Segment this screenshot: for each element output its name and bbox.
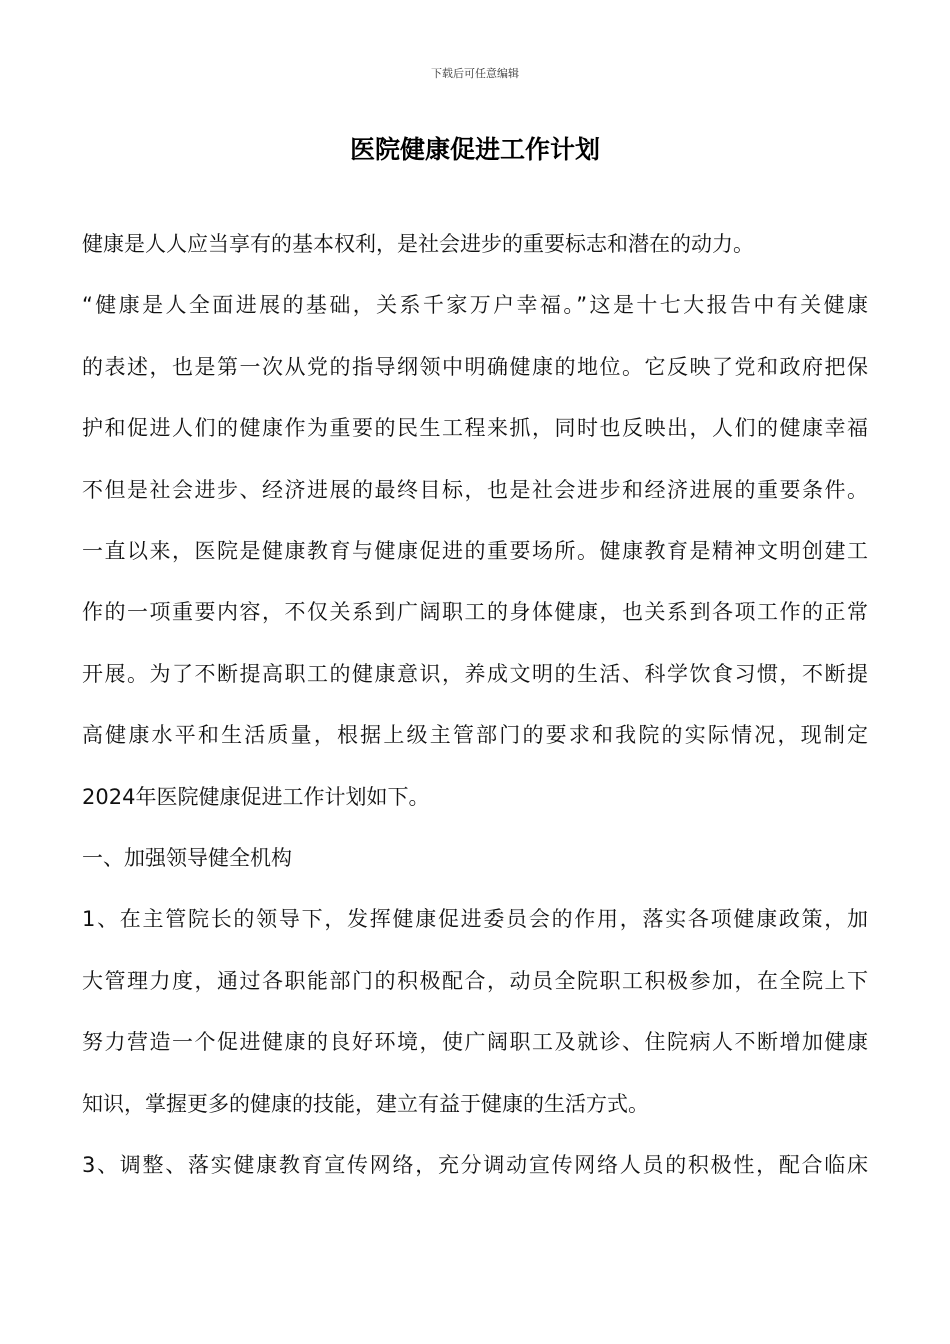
body-line: 1、在主管院长的领导下，发挥健康促进委员会的作用，落实各项健康政策，加	[82, 907, 868, 932]
body-line: 不但是社会进步、经济进展的最终目标，也是社会进步和经济进展的重要条件。	[82, 477, 868, 502]
document-body	[82, 214, 868, 1197]
body-line: 努力营造一个促进健康的良好环境，使广阔职工及就诊、住院病人不断增加健康	[82, 1030, 868, 1055]
document-title: 医院健康促进工作计划	[349, 135, 600, 164]
body-line: 健康是人人应当享有的基本权利，是社会进步的重要标志和潜在的动力。	[82, 232, 754, 256]
body-line: 开展。为了不断提高职工的健康意识，养成文明的生活、科学饮食习惯，不断提	[82, 661, 868, 686]
body-line: 高健康水平和生活质量，根据上级主管部门的要求和我院的实际情况，现制定	[82, 723, 868, 748]
body-line: 3、调整、落实健康教育宣传网络，充分调动宣传网络人员的积极性，配合临床	[82, 1153, 868, 1178]
header-note: 下载后可任意编辑	[431, 67, 519, 80]
body-line: 一直以来，医院是健康教育与健康促进的重要场所。健康教育是精神文明创建工	[82, 539, 868, 564]
body-line: 知识，掌握更多的健康的技能，建立有益于健康的生活方式。	[82, 1091, 649, 1116]
body-line: 护和促进人们的健康作为重要的民生工程来抓，同时也反映出，人们的健康幸福	[82, 416, 868, 441]
body-line: “健康是人全面进展的基础，关系千家万户幸福。”这是十七大报告中有关健康	[82, 293, 868, 318]
body-line: 作的一项重要内容，不仅关系到广阔职工的身体健康，也关系到各项工作的正常	[82, 600, 868, 625]
body-line: 大管理力度，通过各职能部门的积极配合，动员全院职工积极参加，在全院上下	[82, 968, 868, 993]
body-line: 的表述，也是第一次从党的指导纲领中明确健康的地位。它反映了党和政府把保	[82, 354, 868, 379]
body-line: 2024年医院健康促进工作计划如下。	[82, 784, 430, 809]
section-heading: 一、加强领导健全机构	[82, 846, 292, 871]
